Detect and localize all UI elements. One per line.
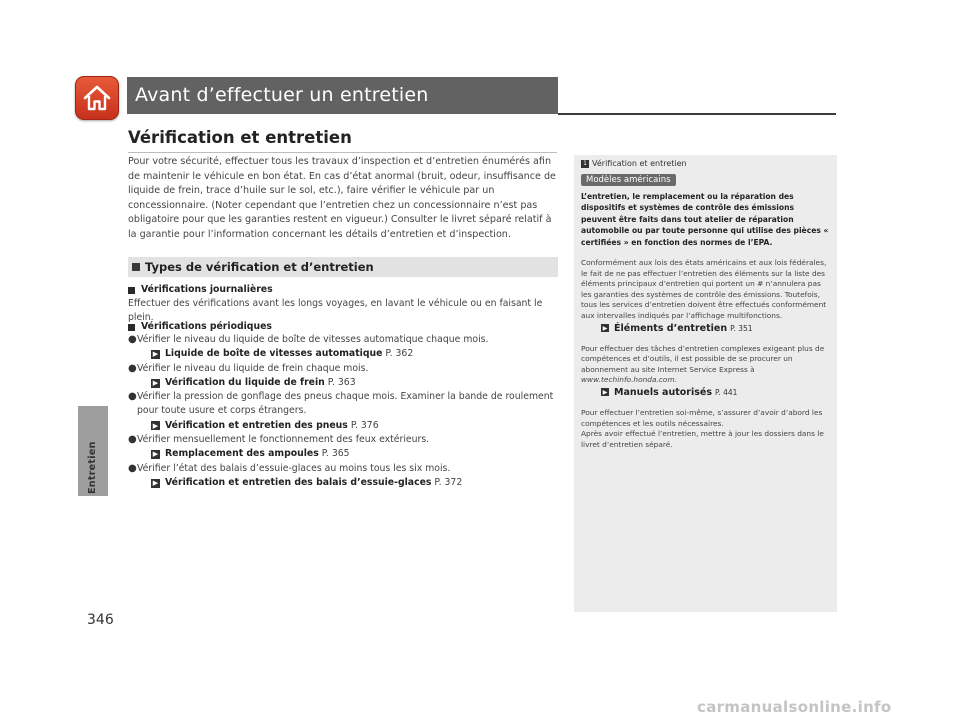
square-bullet-icon [128,287,135,294]
list-item: ● Vérifier la pression de gonflage des pneus chaque mois. Examiner la bande de roulement pour toute usure et corps étrangers. ▶ Vérification et entretien des pneus P. 376 [128,390,568,433]
list-item: ● Vérifier mensuellement le fonctionnement des feux extérieurs. ▶ Remplacement des ampoules P. 365 [128,433,568,462]
bullet-dot-icon: ● [128,334,137,345]
sidebar-paragraph: Pour effectuer des tâches d’entretien complexes exigeant plus de compétences et d’outils, il est possible de se procurer un abonnement au site Internet Service Express à www.techinfo.honda.com. [581,343,825,385]
sidebar-paragraph: Après avoir effectué l’entretien, mettre à jour les dossiers dans le livret d’entretien séparé. [581,429,824,449]
reference-arrow-icon: ▶ [152,450,159,459]
home-icon [82,84,112,112]
square-bullet-icon [128,324,135,331]
periodic-checks-heading: Vérifications périodiques [128,320,568,334]
list-item: ● Vérifier le niveau du liquide de boîte de vitesses automatique chaque mois. ▶ Liquide de boîte de vitesses automatique P. 362 [128,333,568,362]
bullet-dot-icon: ● [128,462,137,474]
sidebar-paragraph: Conformément aux lois des états américains et aux lois fédérales, le fait de ne pas effectuer l’entretien des éléments sur la liste des éléments principaux d’entretien qui portent un # n’annulera pas les garanties des systèmes de contrôle des émissions. Toutefois, tous les services d’entretien doivent être effectués conformément aux intervalles indiqués par l’affichage multifonctions. [581,258,827,320]
reference-arrow-icon: ▶ [152,350,159,359]
section-title: Vérification et entretien [128,128,557,153]
cross-reference-link[interactable]: ▶ Liquide de boîte de vitesses automatique P. 362 [152,348,414,360]
list-item: ● Vérifier le niveau du liquide de frein chaque mois. ▶ Vérification du liquide de frein P. 363 [128,362,568,391]
reference-arrow-icon: ▶ [152,378,159,387]
daily-checks-heading: Vérifications journalières [128,283,568,297]
reference-marker-icon: 1 [581,160,589,168]
sidebar-paragraph: Pour effectuer l’entretien soi-même, s’assurer d’avoir d’abord les compétences et les outils nécessaires. [581,407,823,428]
website-link[interactable]: www.techinfo.honda.com [581,375,675,385]
subsection-title: Types de vérification et d’entretien [145,260,374,274]
periodic-checks-heading-wrap [128,320,568,334]
reference-arrow-icon: ▶ [152,421,159,430]
reference-arrow-icon: ▶ [602,324,608,332]
sidebar-notes [574,155,837,612]
home-button[interactable] [75,76,119,120]
cross-reference-link[interactable]: ▶ Vérification et entretien des pneus P. 376 [152,419,379,431]
bullet-dot-icon: ● [128,362,137,374]
cross-reference-link[interactable]: ▶ Éléments d’entretien P. 351 [602,322,753,334]
watermark: carmanualsonline.info [697,698,892,716]
sidebar-bold-note: L’entretien, le remplacement ou la réparation des dispositifs et systèmes de contrôle des émissions peuvent être faits dans tout atelier de réparation automobile ou par toute personne qui utilise des pièces « certifiées » en fonction des normes de l’EPA. [581,192,829,247]
cross-reference-link[interactable]: ▶ Manuels autorisés P. 441 [602,386,738,398]
cross-reference-link[interactable]: ▶ Vérification du liquide de frein P. 363 [152,376,356,388]
daily-checks [128,283,568,325]
subsection-header [128,257,558,277]
sidebar-title: 1 Vérification et entretien [581,159,830,168]
list-item: ● Vérifier l’état des balais d’essuie-glaces au moins tous les six mois. ▶ Vérification et entretien des balais d’essuie-glaces P. 372 [128,462,568,491]
chapter-side-label: Entretien [87,441,98,494]
cross-reference-link[interactable]: ▶ Vérification et entretien des balais d’essuie-glaces P. 372 [152,476,463,488]
header-rule [558,113,836,115]
chapter-header: Avant d’effectuer un entretien [127,77,558,114]
reference-arrow-icon: ▶ [152,478,159,487]
bullet-dot-icon: ● [128,391,137,403]
model-badge: Modèles américains [581,174,676,186]
square-bullet-icon [132,263,140,271]
page-number: 346 [87,612,114,628]
bullet-dot-icon: ● [128,434,137,446]
intro-paragraph: Pour votre sécurité, effectuer tous les travaux d’inspection et d’entretien énumérés afin de maintenir le véhicule en bon état. En cas d’état anormal (bruit, odeur, insuffisance de liquide de frein, trace d’huile sur le sol, etc.), faire vérifier le véhicule par un concessionnaire. (Noter cependant que l’entretien chez un concessionnaire n’est pas obligatoire pour que les garanties restent en vigueur.) Consulter le livret séparé relatif à la garantie pour l’information concernant les détails d’entretien et d’inspection. [128,156,556,240]
reference-arrow-icon: ▶ [602,388,608,396]
periodic-checks-list [128,333,568,490]
cross-reference-link[interactable]: ▶ Remplacement des ampoules P. 365 [152,448,350,460]
daily-checks-text: Effectuer des vérifications avant les longs voyages, en lavant le véhicule ou en faisant le plein. [128,298,543,323]
